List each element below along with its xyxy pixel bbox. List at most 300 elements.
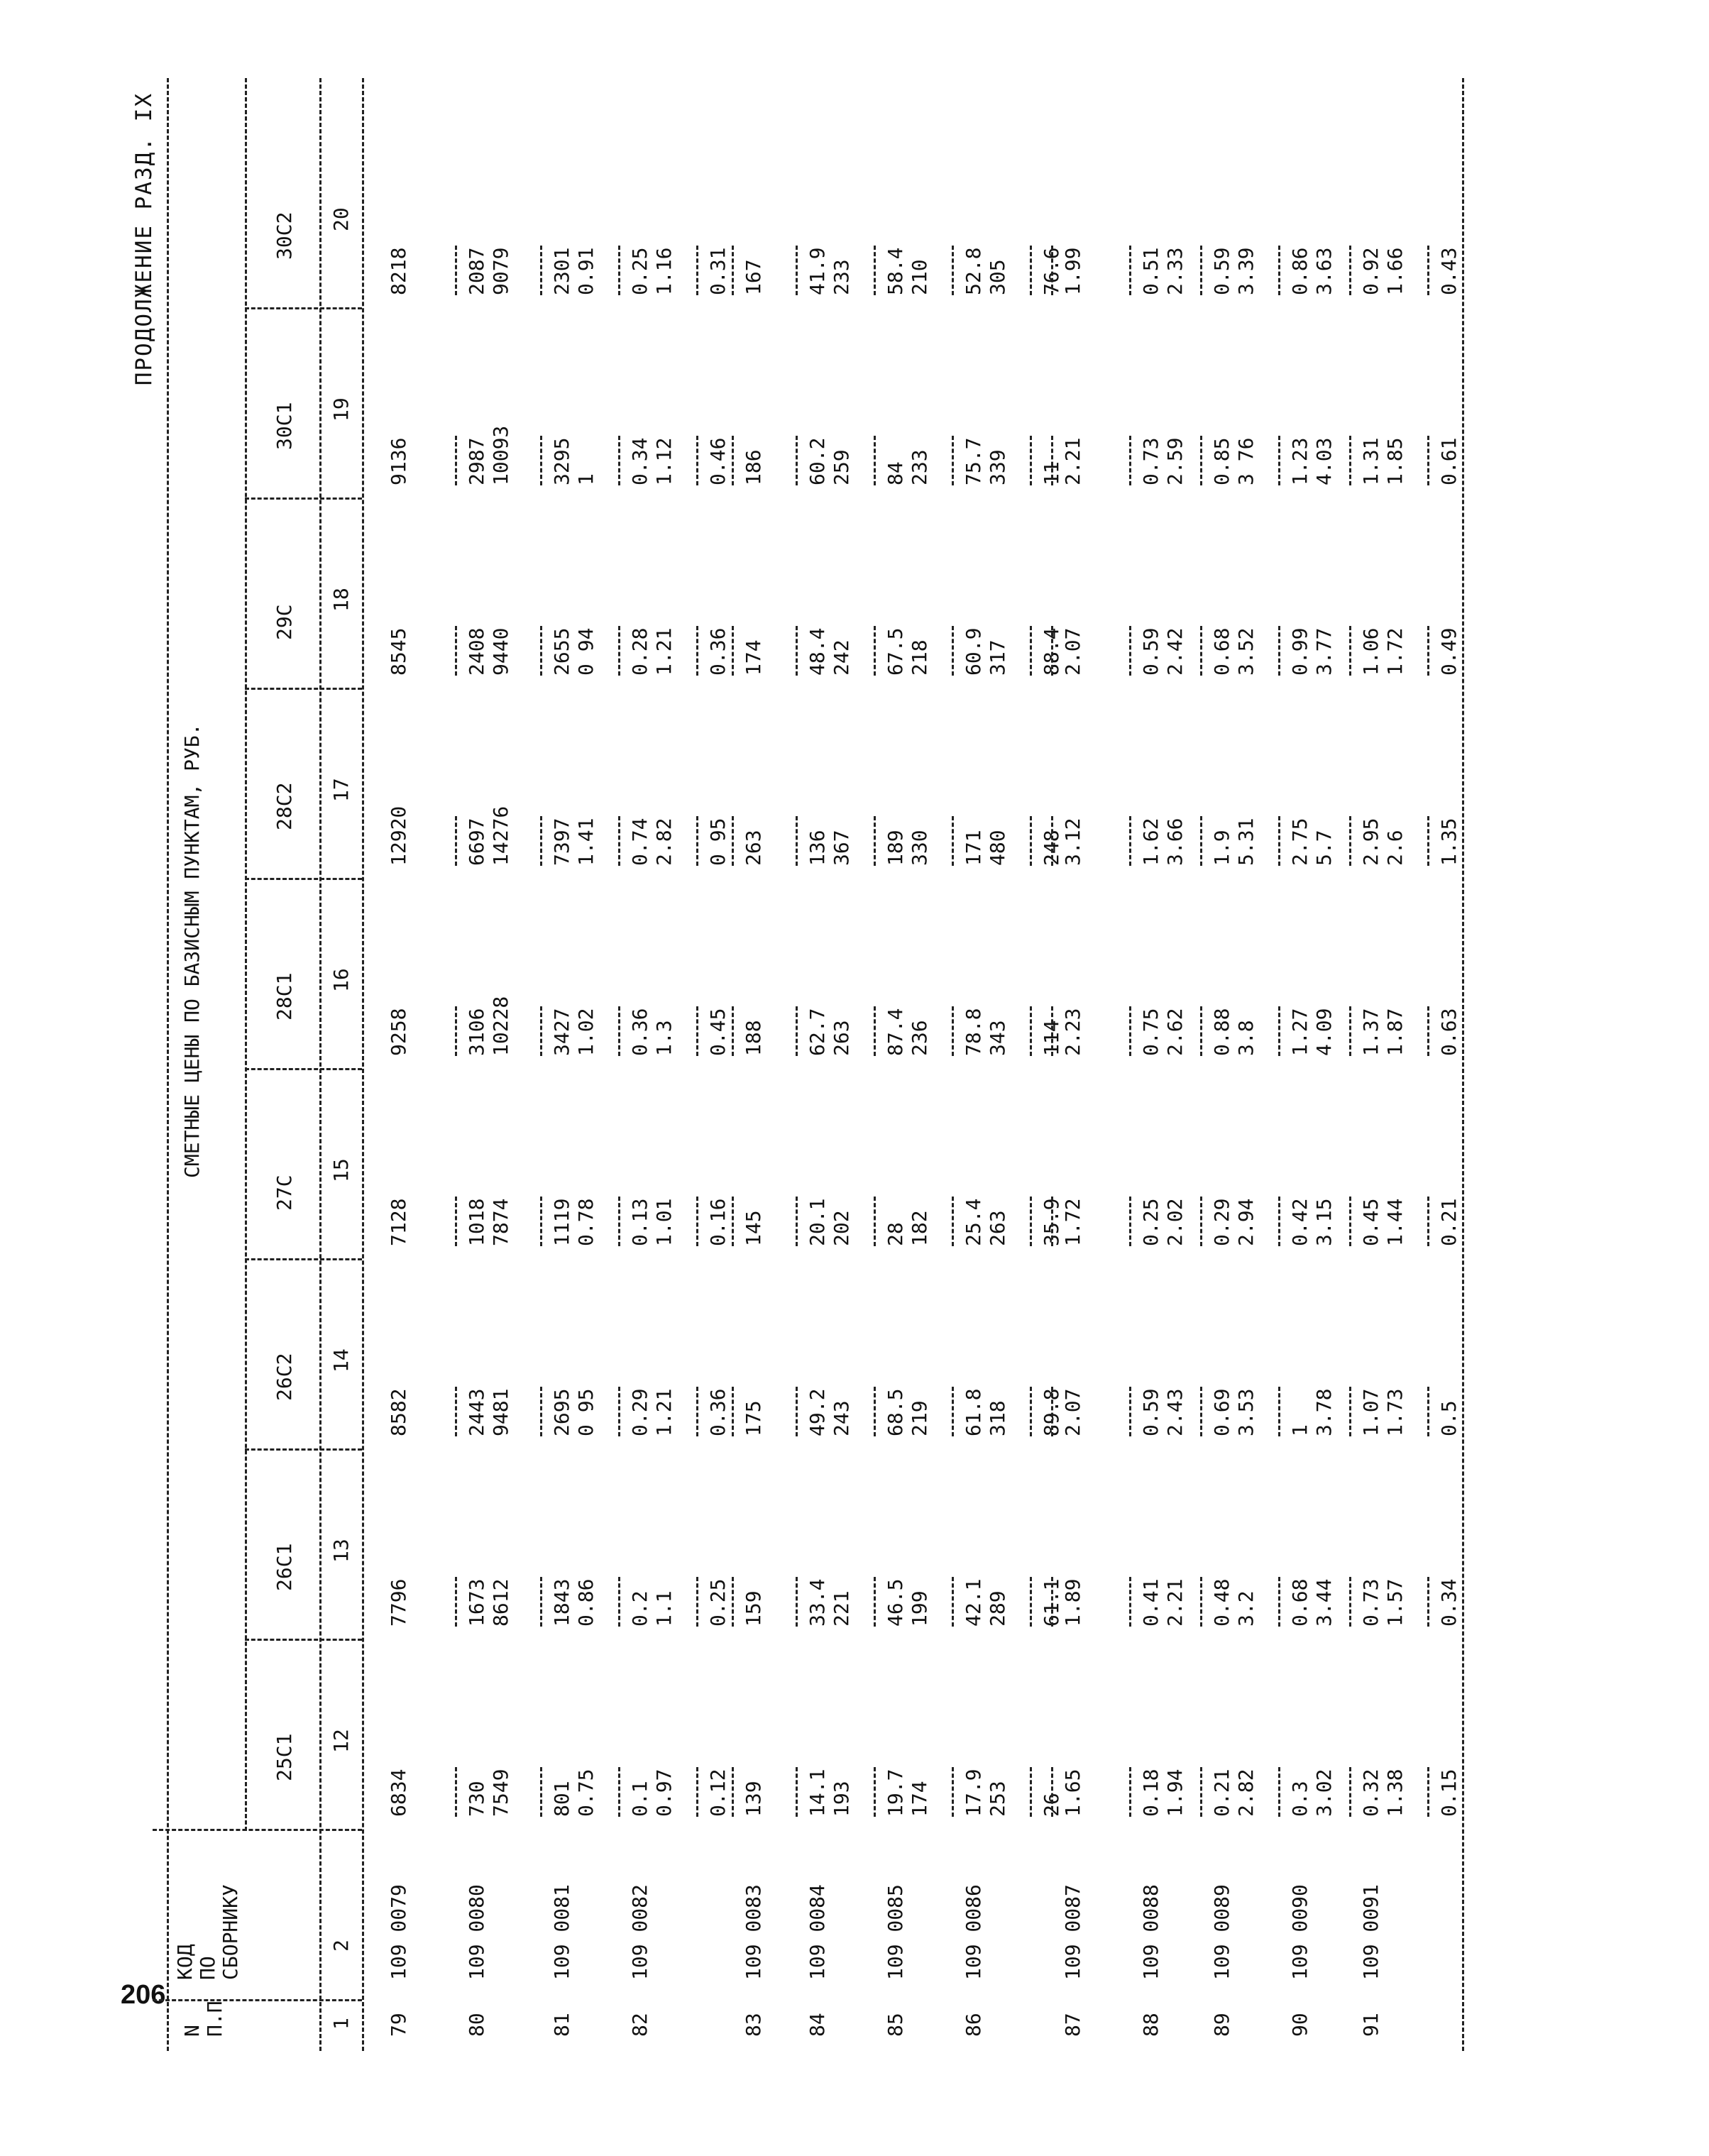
- price-value: 339: [986, 449, 1009, 485]
- price-value: 801: [550, 1781, 573, 1817]
- cell-separator: [874, 1767, 876, 1817]
- cell-separator: [540, 1387, 542, 1436]
- price-value: 236: [908, 1020, 931, 1056]
- price-value: 60.2: [806, 437, 829, 485]
- price-value: 2087: [465, 247, 488, 295]
- price-value: 3.12: [1061, 818, 1084, 866]
- price-value: 0.36: [706, 1388, 730, 1436]
- cell-separator: [796, 1387, 798, 1436]
- price-value: 233: [908, 449, 931, 485]
- cell-separator: [1278, 1006, 1280, 1056]
- price-value: 7796: [387, 1578, 410, 1627]
- cell-separator: [1051, 1006, 1053, 1056]
- cell-separator: [1129, 816, 1131, 866]
- price-value: 0.21: [1210, 1769, 1233, 1817]
- cell-separator: [1427, 1197, 1429, 1246]
- price-value: 0.92: [1359, 247, 1383, 295]
- price-value: 0.36: [706, 627, 730, 676]
- cell-separator: [732, 816, 734, 866]
- cell-separator: [1349, 816, 1351, 866]
- cell-separator: [1129, 1767, 1131, 1817]
- header-column: 30С2: [273, 211, 296, 260]
- price-value: 0.97: [652, 1769, 676, 1817]
- price-value: 0.31: [706, 247, 730, 295]
- cell-separator: [1427, 246, 1429, 295]
- price-value: 2.82: [652, 818, 676, 866]
- header-column: 27С: [273, 1175, 296, 1211]
- price-value: 1.23: [1288, 437, 1312, 485]
- cell-separator: [540, 626, 542, 676]
- price-value: 2.82: [1234, 1769, 1258, 1817]
- price-value: 139: [742, 1781, 765, 1817]
- cell-separator: [1051, 246, 1053, 295]
- row-code: 109 0079: [387, 1884, 410, 1980]
- price-value: 0.3: [1288, 1781, 1312, 1817]
- price-value: 0.46: [706, 437, 730, 485]
- cell-separator: [1427, 626, 1429, 676]
- price-value: 2.6: [1383, 830, 1407, 866]
- price-value: 219: [908, 1400, 931, 1436]
- price-value: 3.78: [1312, 1388, 1336, 1436]
- price-value: 8612: [489, 1578, 512, 1627]
- cell-separator: [1278, 1197, 1280, 1246]
- cell-separator: [1200, 1767, 1202, 1817]
- price-value: 210: [908, 259, 931, 295]
- price-value: 1.27: [1288, 1008, 1312, 1056]
- cell-separator: [1051, 1577, 1053, 1627]
- price-value: 0.78: [574, 1198, 598, 1246]
- price-value: 2655: [550, 627, 573, 676]
- row-number: 91: [1359, 2013, 1383, 2037]
- price-value: 0.48: [1210, 1578, 1233, 1627]
- price-value: 2408: [465, 627, 488, 676]
- row-number: 85: [884, 2013, 907, 2037]
- cell-separator: [952, 1006, 954, 1056]
- price-value: 61.8: [962, 1388, 985, 1436]
- price-value: 0.28: [628, 627, 652, 676]
- price-value: 202: [830, 1210, 853, 1246]
- cell-separator: [618, 816, 620, 866]
- row-number: 83: [742, 2013, 765, 2037]
- price-value: 0.29: [1210, 1198, 1233, 1246]
- price-value: 243: [830, 1400, 853, 1436]
- price-value: 3.8: [1234, 1020, 1258, 1056]
- price-value: 7397: [550, 818, 573, 866]
- cell-separator: [1030, 1006, 1032, 1056]
- cell-separator: [1051, 1767, 1053, 1817]
- cell-separator: [1278, 816, 1280, 866]
- price-value: 167: [742, 259, 765, 295]
- cell-separator: [796, 1197, 798, 1246]
- price-value: 1.65: [1061, 1769, 1084, 1817]
- price-value: 159: [742, 1590, 765, 1627]
- row-number: 79: [387, 2013, 410, 2037]
- price-value: 248: [1040, 830, 1063, 866]
- cell-separator: [1030, 1197, 1032, 1246]
- rotated-table-page: [131, 78, 1586, 2051]
- cell-separator: [732, 1577, 734, 1627]
- header-number: 12: [329, 1729, 353, 1753]
- price-value: 1.62: [1139, 818, 1163, 866]
- price-value: 3.66: [1163, 818, 1187, 866]
- cell-separator: [618, 1006, 620, 1056]
- cell-separator: [1427, 1577, 1429, 1627]
- price-value: 14.1: [806, 1769, 829, 1817]
- price-value: 0.73: [1139, 437, 1163, 485]
- cell-separator: [1030, 1577, 1032, 1627]
- cell-separator: [1129, 1387, 1131, 1436]
- row-code: 109 0084: [806, 1884, 829, 1980]
- price-value: 33.4: [806, 1578, 829, 1627]
- price-value: 2.21: [1163, 1578, 1187, 1627]
- header-number: 19: [329, 397, 353, 422]
- price-value: 2301: [550, 247, 573, 295]
- price-value: 233: [830, 259, 853, 295]
- price-value: 2695: [550, 1388, 573, 1436]
- price-value: 3.39: [1234, 247, 1258, 295]
- price-value: 263: [830, 1020, 853, 1056]
- price-value: 114: [1040, 1020, 1063, 1056]
- cell-separator: [1129, 1006, 1131, 1056]
- price-value: 58.4: [884, 247, 907, 295]
- price-value: 5.31: [1234, 818, 1258, 866]
- price-value: 221: [830, 1590, 853, 1627]
- vrule-col: [245, 1448, 362, 1451]
- price-value: 1.72: [1061, 1198, 1084, 1246]
- price-value: 19.7: [884, 1769, 907, 1817]
- price-value: 0.25: [1139, 1198, 1163, 1246]
- header-number: 2: [329, 1940, 353, 1952]
- price-value: 253: [986, 1781, 1009, 1817]
- price-value: 0.16: [706, 1198, 730, 1246]
- price-value: 145: [742, 1210, 765, 1246]
- cell-separator: [874, 1387, 876, 1436]
- cell-separator: [1349, 1577, 1351, 1627]
- cell-separator: [618, 1767, 620, 1817]
- price-value: 3427: [550, 1008, 573, 1056]
- price-value: 242: [830, 639, 853, 676]
- price-value: 3.2: [1234, 1590, 1258, 1627]
- row-number: 80: [465, 2013, 488, 2037]
- cell-separator: [952, 1577, 954, 1627]
- price-value: 730: [465, 1781, 488, 1817]
- price-value: 1.57: [1383, 1578, 1407, 1627]
- cell-separator: [952, 816, 954, 866]
- cell-separator: [1129, 246, 1131, 295]
- rule-header-bottom: [319, 78, 322, 2051]
- price-value: 17.9: [962, 1769, 985, 1817]
- header-group-title: СМЕТНЫЕ ЦЕНЫ ПО БАЗИСНЫМ ПУНКТАМ, РУБ.: [180, 723, 204, 1178]
- price-value: 0.61: [1437, 437, 1461, 485]
- price-value: 0.49: [1437, 627, 1461, 676]
- price-value: 2.02: [1163, 1198, 1187, 1246]
- cell-separator: [1200, 626, 1202, 676]
- cell-separator: [1200, 1577, 1202, 1627]
- price-value: 1.72: [1383, 627, 1407, 676]
- price-value: 1673: [465, 1578, 488, 1627]
- price-value: 193: [830, 1781, 853, 1817]
- cell-separator: [1200, 1006, 1202, 1056]
- cell-separator: [455, 1006, 457, 1056]
- price-value: 60.9: [962, 627, 985, 676]
- price-value: 2443: [465, 1388, 488, 1436]
- price-value: 1.41: [574, 818, 598, 866]
- cell-separator: [732, 1006, 734, 1056]
- price-value: 0.63: [1437, 1008, 1461, 1056]
- price-value: 9440: [489, 627, 512, 676]
- price-value: 259: [830, 449, 853, 485]
- price-value: 174: [908, 1781, 931, 1817]
- price-value: 3.53: [1234, 1388, 1258, 1436]
- price-value: 1.35: [1437, 818, 1461, 866]
- price-value: 20.1: [806, 1198, 829, 1246]
- cell-separator: [1278, 1577, 1280, 1627]
- price-value: 2.42: [1163, 627, 1187, 676]
- price-value: 1.12: [652, 437, 676, 485]
- price-value: 3.44: [1312, 1578, 1336, 1627]
- price-value: 0.43: [1437, 247, 1461, 295]
- price-value: 84: [884, 461, 907, 485]
- cell-separator: [1129, 436, 1131, 485]
- price-value: 9481: [489, 1388, 512, 1436]
- price-value: 188: [742, 1020, 765, 1056]
- price-value: 9079: [489, 247, 512, 295]
- price-value: 1.21: [652, 627, 676, 676]
- cell-separator: [1200, 1387, 1202, 1436]
- cell-separator: [1030, 436, 1032, 485]
- cell-separator: [696, 246, 698, 295]
- price-value: 1.94: [1163, 1769, 1187, 1817]
- cell-separator: [874, 626, 876, 676]
- price-value: 1.73: [1383, 1388, 1407, 1436]
- price-value: 0.74: [628, 818, 652, 866]
- cell-separator: [1030, 626, 1032, 676]
- cell-separator: [618, 1197, 620, 1246]
- vrule-code: [153, 1829, 362, 1831]
- cell-separator: [540, 816, 542, 866]
- cell-separator: [1051, 436, 1053, 485]
- cell-separator: [1051, 1197, 1053, 1246]
- cell-separator: [1427, 1387, 1429, 1436]
- price-value: 0.73: [1359, 1578, 1383, 1627]
- price-value: 175: [742, 1400, 765, 1436]
- cell-separator: [732, 246, 734, 295]
- price-value: 2987: [465, 437, 488, 485]
- price-value: 0.69: [1210, 1388, 1233, 1436]
- cell-separator: [796, 1577, 798, 1627]
- cell-separator: [796, 626, 798, 676]
- price-value: 3.77: [1312, 627, 1336, 676]
- price-value: 1.1: [652, 1590, 676, 1627]
- price-value: 3295: [550, 437, 573, 485]
- price-value: 0.68: [1288, 1578, 1312, 1627]
- header-number: 17: [329, 778, 353, 802]
- price-value: 2.95: [1359, 818, 1383, 866]
- price-value: 1.07: [1359, 1388, 1383, 1436]
- header-column: 28С1: [273, 972, 296, 1021]
- row-code: 109 0080: [465, 1884, 488, 1980]
- row-code: 109 0086: [962, 1884, 985, 1980]
- price-value: 367: [830, 830, 853, 866]
- cell-separator: [874, 436, 876, 485]
- price-value: 0.59: [1210, 247, 1233, 295]
- row-number: 81: [550, 2013, 573, 2037]
- row-number: 88: [1139, 2013, 1163, 2037]
- price-value: 1.9: [1210, 830, 1233, 866]
- cell-separator: [1200, 436, 1202, 485]
- price-value: 189: [884, 830, 907, 866]
- price-value: 1.01: [652, 1198, 676, 1246]
- price-value: 3 76: [1234, 437, 1258, 485]
- cell-separator: [618, 436, 620, 485]
- price-value: 1.16: [652, 247, 676, 295]
- price-value: 5.7: [1312, 830, 1336, 866]
- price-value: 12920: [387, 805, 410, 866]
- price-value: 0.34: [628, 437, 652, 485]
- price-value: 2.07: [1061, 627, 1084, 676]
- price-value: 0.59: [1139, 627, 1163, 676]
- cell-separator: [1349, 1197, 1351, 1246]
- price-value: 2.94: [1234, 1198, 1258, 1246]
- price-value: 0.2: [628, 1590, 652, 1627]
- row-code: 109 0083: [742, 1884, 765, 1980]
- price-value: 1.21: [652, 1388, 676, 1436]
- cell-separator: [1349, 1006, 1351, 1056]
- price-value: 89.8: [1040, 1388, 1063, 1436]
- price-value: 289: [986, 1590, 1009, 1627]
- row-code: 109 0090: [1288, 1884, 1312, 1980]
- price-value: 2.75: [1288, 818, 1312, 866]
- price-value: 186: [742, 449, 765, 485]
- cell-separator: [540, 246, 542, 295]
- vrule-col: [245, 878, 362, 880]
- price-value: 9258: [387, 1008, 410, 1056]
- price-value: 7549: [489, 1769, 512, 1817]
- price-value: 46.5: [884, 1578, 907, 1627]
- header-code: КОД ПО СБОРНИКУ: [173, 1884, 242, 1980]
- price-value: 4.03: [1312, 437, 1336, 485]
- header-number: 18: [329, 588, 353, 612]
- price-value: 0.25: [628, 247, 652, 295]
- cell-separator: [696, 626, 698, 676]
- vrule-col: [245, 1068, 362, 1070]
- cell-separator: [540, 1577, 542, 1627]
- price-value: 88.4: [1040, 627, 1063, 676]
- price-value: 174: [742, 639, 765, 676]
- price-value: 1.87: [1383, 1008, 1407, 1056]
- price-value: 0.13: [628, 1198, 652, 1246]
- price-value: 2.23: [1061, 1008, 1084, 1056]
- cell-separator: [796, 1767, 798, 1817]
- price-value: 3.02: [1312, 1769, 1336, 1817]
- cell-separator: [732, 1197, 734, 1246]
- cell-separator: [696, 436, 698, 485]
- cell-separator: [696, 1387, 698, 1436]
- price-value: 1.85: [1383, 437, 1407, 485]
- price-value: 9136: [387, 437, 410, 485]
- cell-separator: [618, 1577, 620, 1627]
- cell-separator: [1278, 246, 1280, 295]
- price-value: 3.63: [1312, 247, 1336, 295]
- header-number: 1: [329, 2018, 353, 2030]
- cell-separator: [952, 436, 954, 485]
- price-value: 1119: [550, 1198, 573, 1246]
- price-value: 263: [986, 1210, 1009, 1246]
- vrule-col: [245, 307, 362, 309]
- cell-separator: [874, 816, 876, 866]
- price-value: 0.75: [1139, 1008, 1163, 1056]
- price-value: 171: [962, 830, 985, 866]
- price-value: 4.09: [1312, 1008, 1336, 1056]
- row-number: 86: [962, 2013, 985, 2037]
- price-value: 1.02: [574, 1008, 598, 1056]
- price-value: 0.91: [574, 247, 598, 295]
- price-value: 11: [1040, 461, 1063, 485]
- price-value: 0.25: [706, 1578, 730, 1627]
- cell-separator: [696, 1006, 698, 1056]
- price-value: 305: [986, 259, 1009, 295]
- price-value: 0.21: [1437, 1198, 1461, 1246]
- cell-separator: [1349, 1387, 1351, 1436]
- price-value: 8545: [387, 627, 410, 676]
- price-value: 0.59: [1139, 1388, 1163, 1436]
- header-column: 30С1: [273, 402, 296, 450]
- price-value: 263: [742, 830, 765, 866]
- row-code: 109 0088: [1139, 1884, 1163, 1980]
- price-value: 3.52: [1234, 627, 1258, 676]
- price-value: 0 95: [706, 818, 730, 866]
- row-code: 109 0089: [1210, 1884, 1233, 1980]
- cell-separator: [796, 436, 798, 485]
- price-value: 87.4: [884, 1008, 907, 1056]
- price-value: 68.5: [884, 1388, 907, 1436]
- vrule-col: [245, 497, 362, 500]
- cell-separator: [1427, 436, 1429, 485]
- vrule-col: [245, 1258, 362, 1260]
- price-value: 1.66: [1383, 247, 1407, 295]
- price-value: 0.45: [1359, 1198, 1383, 1246]
- cell-separator: [1278, 1767, 1280, 1817]
- price-value: 6834: [387, 1769, 410, 1817]
- price-value: 2.59: [1163, 437, 1187, 485]
- price-value: 2.21: [1061, 437, 1084, 485]
- cell-separator: [1349, 626, 1351, 676]
- price-value: 14276: [489, 805, 512, 866]
- price-value: 1.38: [1383, 1769, 1407, 1817]
- price-value: 317: [986, 639, 1009, 676]
- rule-subheader: [245, 78, 247, 1831]
- price-value: 1: [574, 473, 598, 485]
- header-column: 26С1: [273, 1543, 296, 1591]
- cell-separator: [455, 1197, 457, 1246]
- price-value: 2.62: [1163, 1008, 1187, 1056]
- price-value: 8582: [387, 1388, 410, 1436]
- price-value: 0.29: [628, 1388, 652, 1436]
- rule-top: [167, 78, 169, 2051]
- price-value: 6697: [465, 818, 488, 866]
- price-value: 318: [986, 1400, 1009, 1436]
- price-value: 0.88: [1210, 1008, 1233, 1056]
- continuation-label: ПРОДОЛЖЕНИЕ РАЗД. IX: [131, 92, 157, 386]
- price-value: 0.45: [706, 1008, 730, 1056]
- cell-separator: [1200, 246, 1202, 295]
- cell-separator: [455, 1577, 457, 1627]
- cell-separator: [1051, 816, 1053, 866]
- price-value: 1.37: [1359, 1008, 1383, 1056]
- cell-separator: [732, 436, 734, 485]
- header-number: 14: [329, 1348, 353, 1373]
- cell-separator: [1030, 1767, 1032, 1817]
